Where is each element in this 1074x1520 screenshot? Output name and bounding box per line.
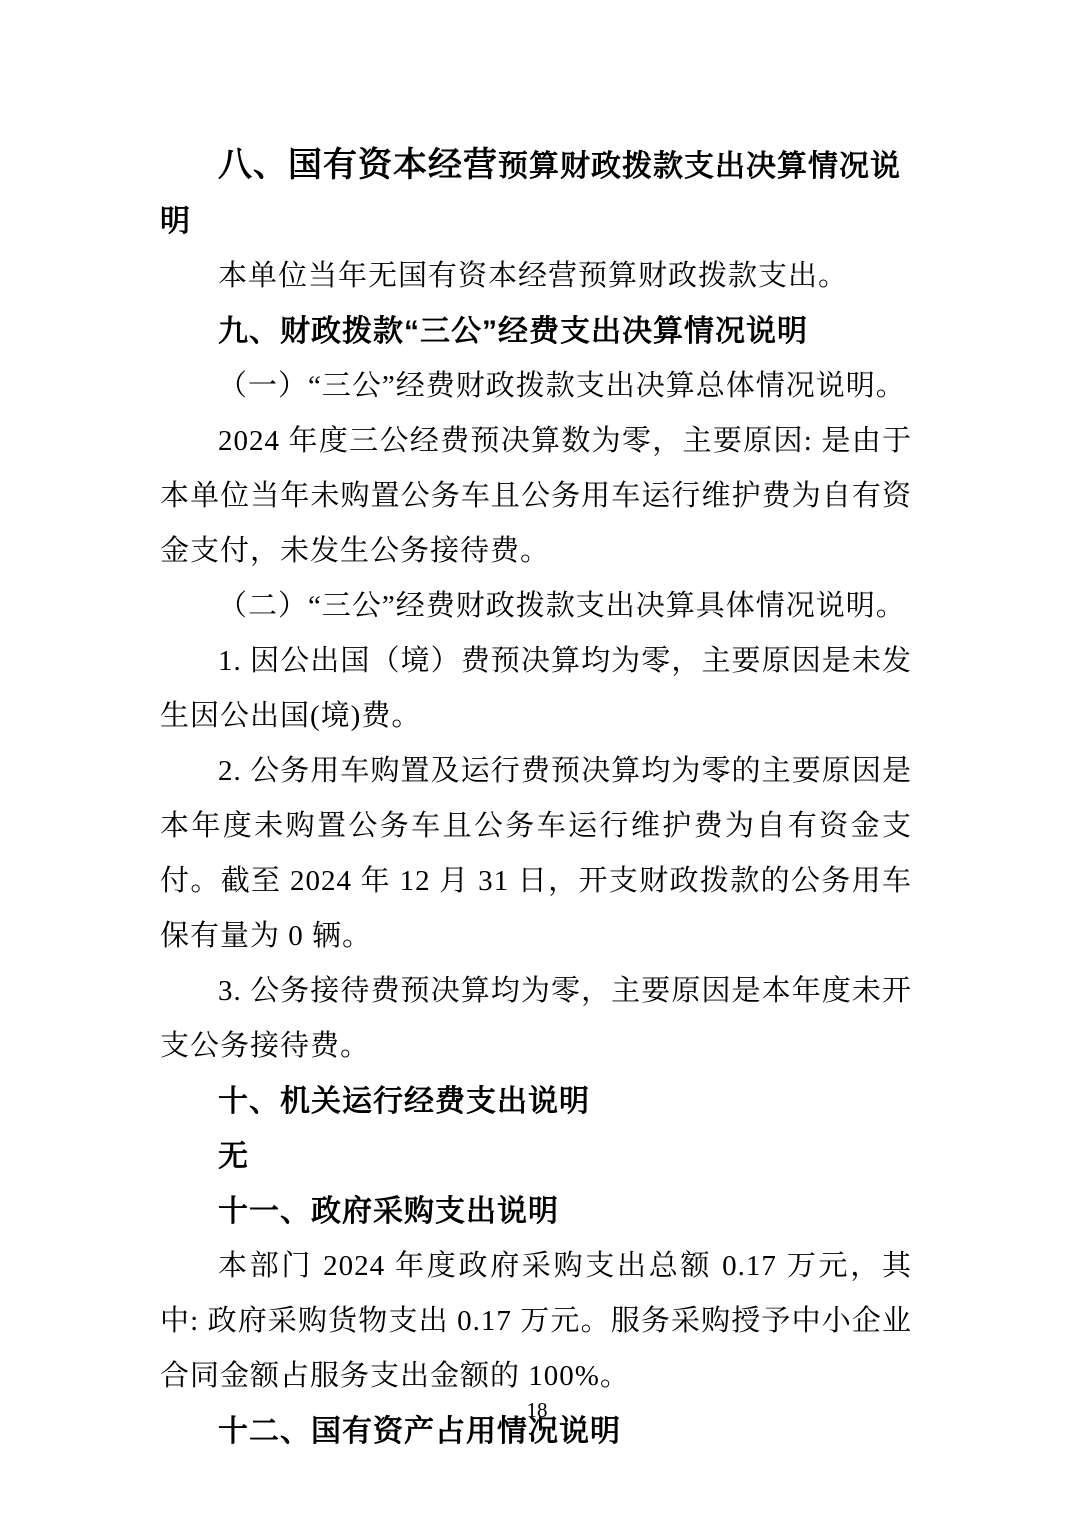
para-item-1-overseas-travel-text: 1. 因公出国（境）费预决算均为零，主要原因是未发生因公出国(境)费。 bbox=[160, 645, 912, 732]
para-item-1-overseas-travel bbox=[160, 634, 912, 744]
heading-section-9-text: 九、财政拨款“三公”经费支出决算情况说明 bbox=[218, 315, 808, 348]
heading-section-10-none-text: 无 bbox=[218, 1140, 249, 1173]
heading-section-8-text: 八、国有资本经营 bbox=[218, 146, 498, 184]
heading-section-10-text: 十、机关运行经费支出说明 bbox=[218, 1085, 590, 1118]
para-three-public-overall-detail bbox=[160, 414, 912, 579]
para-item-3-official-reception bbox=[160, 964, 912, 1074]
heading-section-10 bbox=[160, 1074, 912, 1129]
heading-section-8-text: 预算财政拨款支出决算情况说明 bbox=[160, 150, 901, 238]
heading-section-12-text: 十二、国有资产占用情况说明 bbox=[218, 1415, 621, 1448]
para-three-public-overall-detail-text: 2024 年度三公经费预决算数为零，主要原因: 是由于本单位当年未购置公务车且公务用车运行维护费为自有资金支付，未发生公务接待费。 bbox=[160, 425, 912, 567]
document-content bbox=[160, 138, 912, 1459]
para-government-procurement bbox=[160, 1239, 912, 1404]
para-three-public-specific-title-text: （二）“三公”经费财政拨款支出决算具体情况说明。 bbox=[218, 590, 906, 622]
heading-section-8 bbox=[160, 138, 912, 249]
para-item-3-official-reception-text: 3. 公务接待费预决算均为零，主要原因是本年度未开支公务接待费。 bbox=[160, 975, 912, 1062]
heading-section-11-text: 十一、政府采购支出说明 bbox=[218, 1195, 559, 1228]
page-number: 18 bbox=[526, 1398, 548, 1422]
para-item-2-official-vehicles bbox=[160, 744, 912, 964]
para-no-state-capital-expenditure bbox=[160, 249, 912, 304]
heading-section-10-none bbox=[160, 1129, 912, 1184]
para-three-public-overall-title-text: （一）“三公”经费财政拨款支出决算总体情况说明。 bbox=[218, 370, 906, 402]
para-no-state-capital-expenditure-text: 本单位当年无国有资本经营预算财政拨款支出。 bbox=[218, 260, 849, 292]
heading-section-9 bbox=[160, 304, 912, 359]
heading-section-11 bbox=[160, 1184, 912, 1239]
para-government-procurement-text: 本部门 2024 年度政府采购支出总额 0.17 万元，其中: 政府采购货物支出 0.17 万元。服务采购授予中小企业合同金额占服务支出金额的 100%。 bbox=[160, 1250, 912, 1392]
para-three-public-specific-title bbox=[160, 579, 912, 634]
para-three-public-overall-title bbox=[160, 359, 912, 414]
para-item-2-official-vehicles-text: 2. 公务用车购置及运行费预决算均为零的主要原因是本年度未购置公务车且公务车运行维护费为自有资金支付。截至 2024 年 12 月 31 日，开支财政拨款的公务用车保有量为 0 辆。 bbox=[160, 755, 912, 952]
